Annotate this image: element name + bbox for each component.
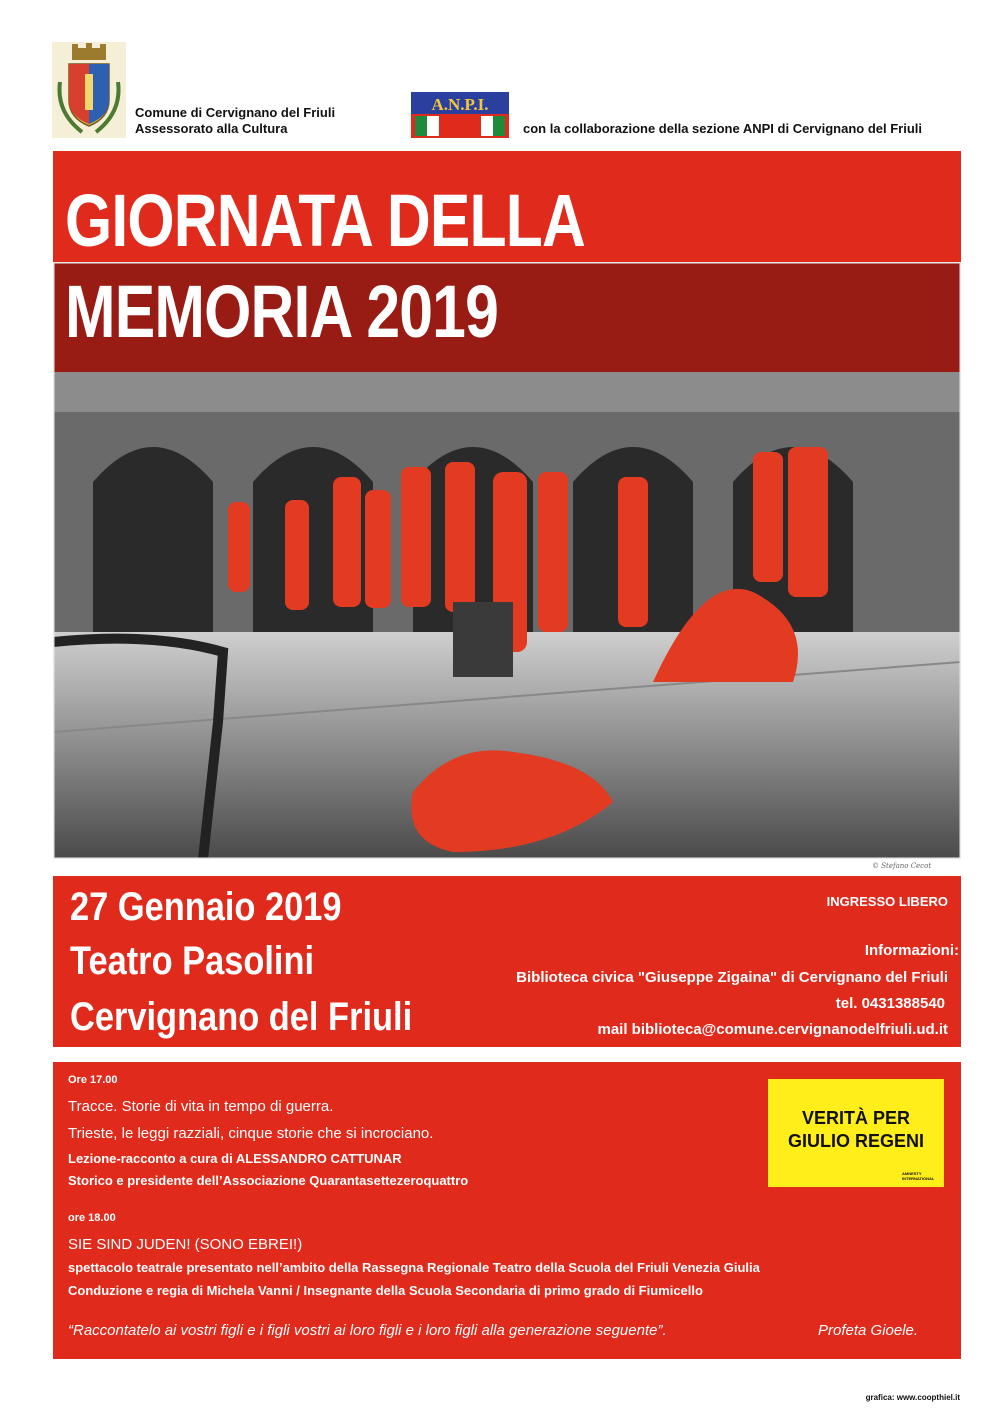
event2-time: ore 18.00 <box>68 1212 116 1224</box>
quote: “Raccontatelo ai vostri figli e i figli vostri ai loro figli e i loro figli alla generazione seguente”. <box>68 1322 667 1339</box>
info-library: Biblioteca civica "Giuseppe Zigaina" di Cervignano del Friuli <box>516 969 948 986</box>
design-credit: grafica: www.coopthiel.it <box>865 1393 960 1402</box>
title-line-2: MEMORIA 2019 <box>65 270 499 353</box>
regeni-badge <box>768 1079 944 1187</box>
regeni-line-2: GIULIO REGENI <box>787 1131 924 1151</box>
event1-speaker-role: Storico e presidente dell’Associazione Quarantasettezeroquattro <box>68 1173 469 1188</box>
collaboration-note: con la collaborazione della sezione ANPI di Cervignano del Friuli <box>523 121 922 136</box>
info-email: mail biblioteca@comune.cervignanodelfriuli.ud.it <box>597 1021 948 1038</box>
event2-title: SIE SIND JUDEN! (SONO EBREI!) <box>68 1236 303 1253</box>
event1-title: Tracce. Storie di vita in tempo di guerra. <box>68 1098 334 1115</box>
info-label: Informazioni: <box>864 942 959 959</box>
regeni-line-1: VERITÀ PER <box>801 1108 911 1128</box>
event1-lecture: Lezione-racconto a cura di ALESSANDRO CATTUNAR <box>68 1151 402 1166</box>
anpi-logo-text: A.N.P.I. <box>431 95 489 114</box>
event1-time: Ore 17.00 <box>68 1074 118 1086</box>
event-venue: Teatro Pasolini <box>70 939 315 983</box>
event2-direction: Conduzione e regia di Michela Vanni / Insegnante della Scuola Secondaria di primo grado di Fiumicello <box>68 1283 703 1298</box>
quote-author: Profeta Gioele. <box>818 1322 919 1339</box>
event2-description: spettacolo teatrale presentato nell’ambito della Rassegna Regionale Teatro della Scuola del Friuli Venezia Giulia <box>68 1260 760 1275</box>
event-city: Cervignano del Friuli <box>70 995 413 1039</box>
municipal-crest-logo <box>52 42 126 138</box>
org-department: Assessorato alla Cultura <box>135 121 288 136</box>
title-line-1: GIORNATA DELLA <box>65 179 585 262</box>
photo-credit: © Stefano Cecot <box>872 862 932 870</box>
anpi-logo <box>411 92 509 138</box>
info-phone: tel. 0431388540 <box>835 995 945 1012</box>
event1-subtitle: Trieste, le leggi razziali, cinque storie che si incrociano. <box>68 1125 434 1142</box>
event-date: 27 Gennaio 2019 <box>70 885 342 929</box>
org-name: Comune di Cervignano del Friuli <box>135 105 336 120</box>
free-entry-note: INGRESSO LIBERO <box>826 894 948 909</box>
amnesty-logo: AMNESTY INTERNATIONAL <box>902 1171 935 1181</box>
